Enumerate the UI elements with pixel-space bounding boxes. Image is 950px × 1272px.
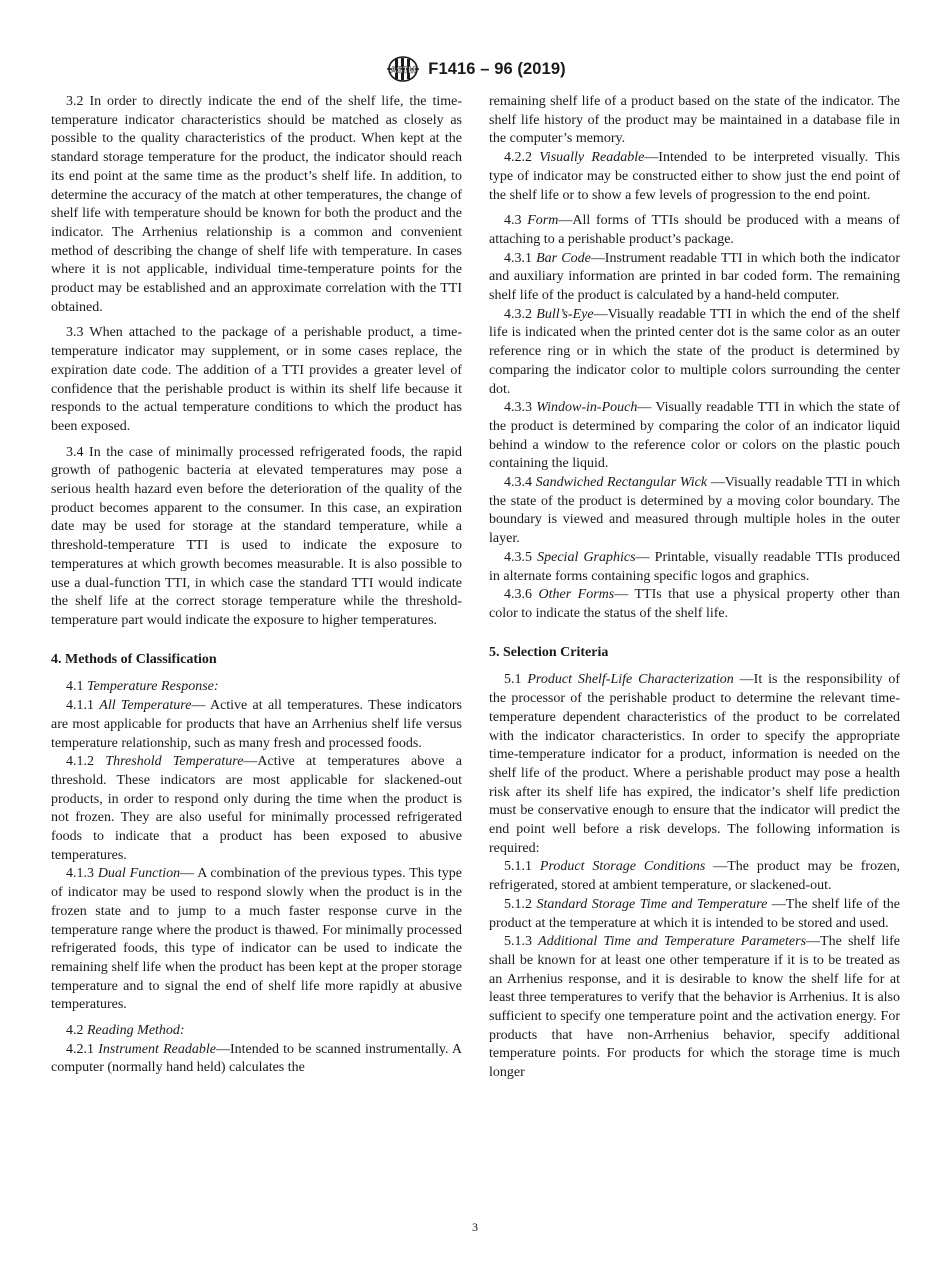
- clause-title: Dual Function: [97, 866, 181, 882]
- page-number: 3: [472, 1220, 478, 1234]
- clause-number: 5.1: [504, 672, 522, 688]
- paragraph-4-1-2: [51, 753, 462, 865]
- clause-number: 4.3.6: [504, 587, 532, 603]
- astm-logo-icon: [384, 54, 422, 84]
- clause-title: Visually Readable: [539, 150, 645, 166]
- clause-number: 4.3.1: [504, 250, 532, 266]
- clause-number: 4.1: [66, 679, 84, 695]
- clause-number: 4.3.2: [504, 306, 532, 322]
- section-4-heading: 4. Methods of Classification: [51, 651, 217, 667]
- clause-text: —Instrument readable TTI in which both the indicator and auxiliary information are printed in bar coded form. The remaining shelf life of the product is calculated by a hand-held computer.: [489, 250, 901, 304]
- paragraph-4-2-1: [51, 1041, 462, 1078]
- clause-number: 4.3: [504, 213, 522, 229]
- clause-title: Additional Time and Temperature Parameters: [538, 934, 807, 950]
- paragraph-4-3-2: [489, 306, 900, 400]
- clause-title: Form: [527, 213, 559, 229]
- clause-number: 4.2.1: [66, 1041, 94, 1057]
- clause-number: 5.1.2: [504, 896, 532, 912]
- paragraph-5-1: [489, 671, 900, 858]
- clause-title: Reading Method:: [87, 1023, 185, 1039]
- paragraph-4-1-3: [51, 865, 462, 1015]
- page-header: [0, 54, 950, 84]
- clause-text: —All forms of TTIs should be produced with a means of attaching to a perishable product’s package.: [489, 213, 900, 247]
- clause-title: Threshold Temperature: [105, 754, 244, 770]
- paragraph-4-1: [51, 678, 462, 697]
- clause-title: Product Storage Conditions: [539, 859, 706, 875]
- paragraph-4-3-3: [489, 399, 900, 474]
- clause-text: — Printable, visually readable TTIs produced in alternate forms containing specific logos and graphics.: [489, 549, 900, 584]
- clause-number: 4.1.2: [66, 754, 94, 770]
- clause-title: Standard Storage Time and Temperature: [536, 896, 768, 912]
- right-column: [489, 93, 900, 1083]
- clause-title: Temperature Response:: [87, 679, 219, 695]
- clause-number: 4.3.4: [504, 475, 532, 491]
- clause-text: —It is the responsibility of the processor of the perishable product to determine the relevant time-temperature dependent characteristics of the product to be correlated with the indicator characteristics. In order to specify the appropriate time-temperature indicator for a product, information is needed on the shelf life of the product. Where a perishable product may pose a health risk after its shelf life has expired, the indicator’s shelf life prediction must be conservative enough to ensure that the indicator will predict the end point well before a risk develops. The following information is required:: [489, 672, 900, 856]
- clause-title: Special Graphics: [537, 549, 636, 565]
- paragraph-4-3: [489, 212, 900, 249]
- clause-number: 4.2.2: [504, 150, 532, 166]
- clause-text: — TTIs that use a physical property other than color to indicate the status of the shelf life.: [489, 587, 900, 621]
- left-column: [51, 93, 462, 1078]
- clause-text: —Visually readable TTI in which the state of the product is determined by a moving color boundary. The boundary is viewed and measured through multiple holes in the outer layer.: [489, 475, 901, 547]
- paragraph-3-2: 3.2 In order to directly indicate the end of the shelf life, the time-temperature indicator characteristics should be matched as closely as possible to the quality characteristics of the product. When kept at the standard storage temperature for the product, the indicator should reach its end point at the same time as the product’s shelf life. In addition, to determine the accuracy of the match at other temperatures, the change of shelf life with temperature should be known for both the product and the indicator. The Arrhenius relationship is a common and convenient method of describing the change of shelf life with temperature. In cases where it is not applicable, individual time-temperature points for the product may be established and an approximate correlation with the TTI obtained.: [51, 94, 462, 315]
- paragraph-3-3: 3.3 When attached to the package of a perishable product, a time-temperature indicator may supplement, or in some cases replace, the expiration date code. The addition of a TTI provides a greater level of confidence that the perishable product is within its shelf life because it responds to the actual temperature conditions to which the product has been exposed.: [51, 325, 462, 434]
- paragraph-3-4: 3.4 In the case of minimally processed refrigerated foods, the rapid growth of pathogenic bacteria at elevated temperatures may pose a serious health hazard even before the deterioration of the quality of the product becomes apparent to the consumer. In this case, an expiration date may be used for storage at the standard temperature, while a threshold-temperature TTI is used to indicate the exposure to temperatures at which growth becomes measurable. It is also possible to use a dual-function TTI, in which case the standard TTI would indicate the shelf life at the correct storage temperature while the threshold-temperature part would indicate the exposure to higher temperatures.: [51, 444, 462, 628]
- paragraph-4-2: [51, 1022, 462, 1041]
- clause-title: Bull’s-Eye: [536, 306, 594, 322]
- clause-text: —The product may be frozen, refrigerated, stored at ambient temperature, or slackened-out.: [489, 859, 901, 894]
- section-5-heading: 5. Selection Criteria: [489, 644, 609, 660]
- clause-text: — Active at all temperatures. These indicators are most applicable for products that have an Arrhenius shelf life versus temperature relationship, such as many fresh and processed foods.: [51, 698, 462, 751]
- clause-title: Window-in-Pouch: [536, 400, 638, 416]
- clause-text: —Active at temperatures above a threshold. These indicators are most applicable for slackened-out products, in order to respond only during the time when the product is not frozen. They are also useful for minimally processed refrigerated foods to indicate that a product has been exposed to abusive temperatures.: [51, 754, 462, 863]
- clause-title: Sandwiched Rectangular Wick: [535, 475, 708, 491]
- paragraph-4-2-1-continued: remaining shelf life of a product based on the state of the indicator. The shelf life history of the product may be maintained in a database file in the computer’s memory.: [489, 94, 900, 147]
- clause-text: — A combination of the previous types. This type of indicator may be used to respond slowly when the product is in the frozen state and to jump to a much faster response curve in the temperature range where the product is thawed. For minimally processed refrigerated foods, this type of indicator can be used to indicate the remaining shelf life when the product has been kept at the proper storage temperature and to signal the end of shelf life more rapidly at abusive temperatures.: [51, 866, 462, 1013]
- paragraph-4-3-4: [489, 474, 900, 549]
- clause-title: Instrument Readable: [98, 1041, 216, 1057]
- paragraph-5-1-2: [489, 896, 900, 933]
- clause-number: 5.1.3: [504, 934, 532, 950]
- paragraph-4-1-1: [51, 697, 462, 753]
- clause-number: 4.2: [66, 1023, 84, 1039]
- clause-title: Product Shelf-Life Characterization: [527, 672, 734, 688]
- paragraph-5-1-1: [489, 858, 900, 895]
- clause-title: All Temperature: [99, 698, 192, 714]
- standard-designation: F1416 – 96 (2019): [428, 59, 566, 78]
- paragraph-4-3-1: [489, 250, 900, 306]
- clause-number: 4.3.3: [504, 400, 532, 416]
- clause-text: —The shelf life shall be known for at least one other temperature if it is to be treated as an Arrhenius response, and it is desirable to know the shelf life for at least three temperatures to verify that the behavior is Arrhenius. It is also sufficient to specify one temperature point and the activation energy. For products that have non-Arrhenius behavior, specify additional temperature points. For products for which the storage time is much longer: [489, 934, 901, 1081]
- clause-text: —Intended to be scanned instrumentally. A computer (normally hand held) calculates the: [51, 1041, 463, 1076]
- clause-text: —Intended to be interpreted visually. This type of indicator may be constructed either to show just the end point of the shelf life or to show a few levels of progression to the end point.: [489, 150, 901, 203]
- paragraph-4-3-6: [489, 586, 900, 623]
- clause-text: — Visually readable TTI in which the state of the product is determined by comparing the color of an indicator liquid behind a window to the reference color or colors on the plastic pouch containing the liquid.: [489, 400, 900, 472]
- clause-title: Bar Code: [536, 250, 591, 266]
- paragraph-4-2-2: [489, 149, 900, 205]
- clause-text: —The shelf life of the product at the temperature at which it is intended to be stored and used.: [489, 896, 900, 931]
- paragraph-5-1-3: [489, 933, 900, 1083]
- paragraph-4-3-5: [489, 549, 900, 586]
- clause-number: 5.1.1: [504, 859, 532, 875]
- clause-title: Other Forms: [538, 587, 615, 603]
- clause-number: 4.3.5: [504, 549, 532, 565]
- clause-number: 4.1.3: [66, 866, 94, 882]
- logo-lettering: ASTM: [390, 65, 417, 75]
- clause-number: 4.1.1: [66, 698, 94, 714]
- clause-text: —Visually readable TTI in which the end of the shelf life is indicated when the printed center dot is the same color as an outer reference ring or in which the state of the product is determined by comparing the indicator color to multiple colors surrounding the center dot.: [489, 306, 901, 397]
